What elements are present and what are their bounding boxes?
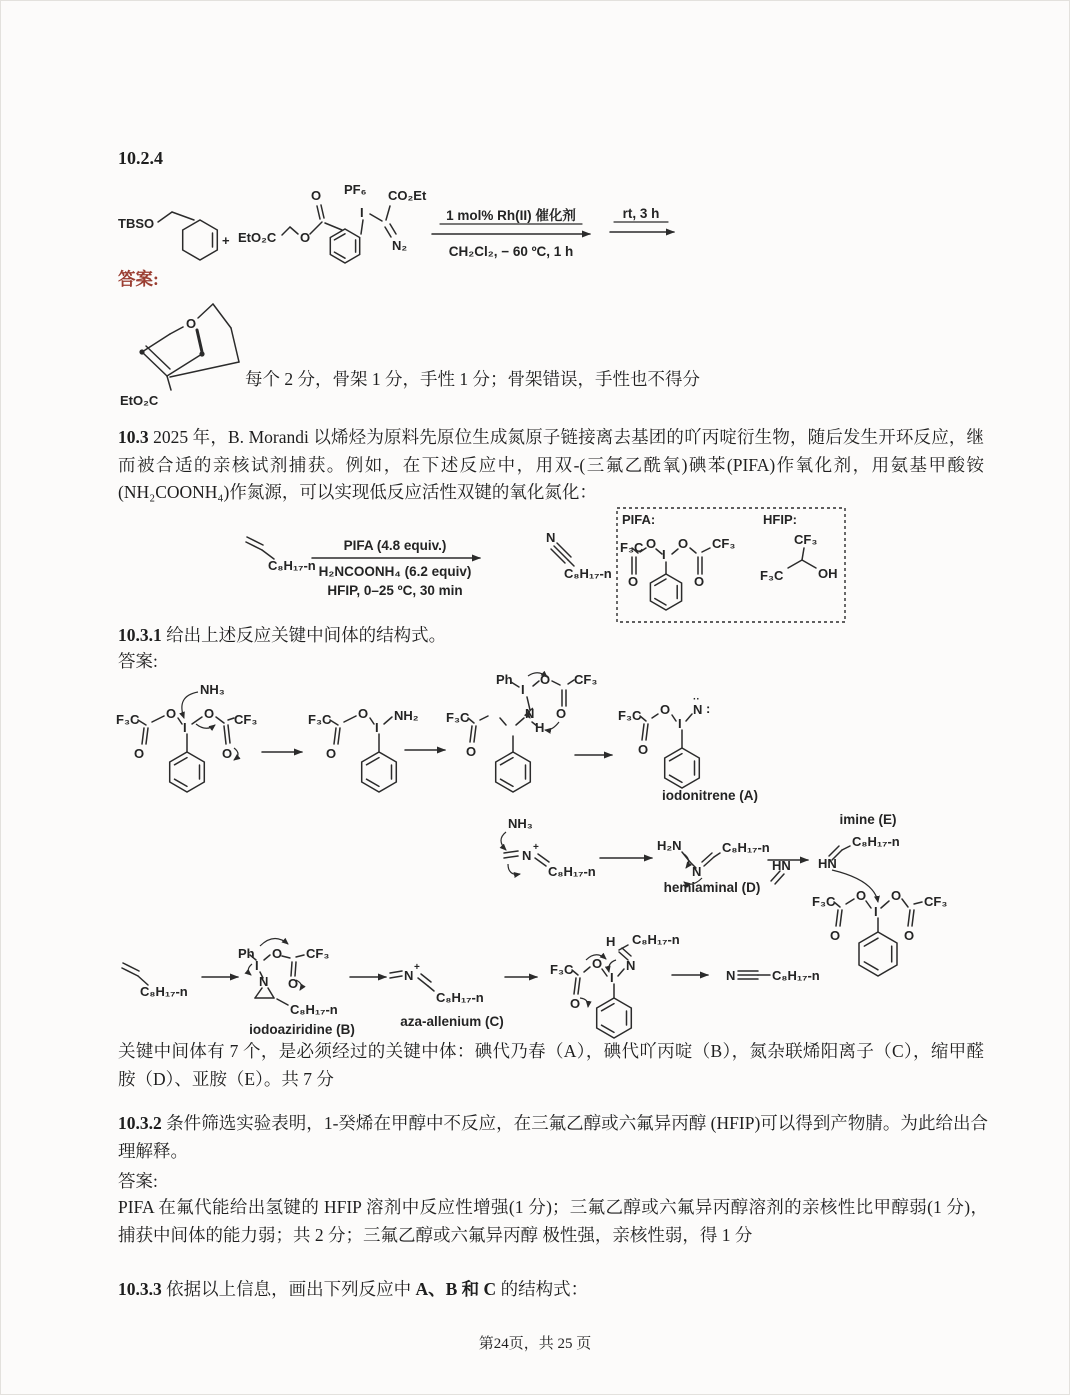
curved-arrow bbox=[196, 724, 215, 728]
atom-label-tbso: TBSO bbox=[118, 216, 155, 231]
question-number: 10.3.3 bbox=[118, 1279, 162, 1299]
stereocenter-dot bbox=[199, 351, 204, 356]
alkene-bonds bbox=[246, 537, 274, 559]
atom-label-o: O bbox=[466, 744, 477, 759]
benzene-ring bbox=[496, 752, 531, 792]
atom-label-o: O bbox=[222, 746, 233, 761]
question-10-3-1 bbox=[118, 622, 984, 650]
atom-label-hn: HN bbox=[772, 858, 791, 873]
curved-arrow bbox=[182, 692, 198, 718]
structure-label-hemiaminal: hemiaminal (D) bbox=[663, 880, 761, 895]
atom-label-o: O bbox=[891, 888, 902, 903]
hfip-legend-label: HFIP: bbox=[763, 512, 797, 527]
structure-label-imine: imine (E) bbox=[839, 812, 897, 827]
hfip-structure-bonds bbox=[788, 548, 816, 568]
cyclohexene-structure-bonds bbox=[158, 212, 217, 260]
atom-label-nh3: NH₃ bbox=[508, 816, 533, 831]
page-footer: 第24页，共 25 页 bbox=[478, 1336, 592, 1352]
atom-label-ph: Ph bbox=[238, 946, 255, 961]
atom-label-f3c: F₃C bbox=[446, 710, 470, 725]
question-text-abc: A、B 和 C bbox=[415, 1279, 497, 1299]
lone-pair-colon: : bbox=[706, 701, 711, 716]
atom-label-f3c: F₃C bbox=[760, 568, 784, 583]
answer-label-10-3-2: 答案: bbox=[118, 1171, 158, 1191]
atom-label-oh: OH bbox=[818, 566, 838, 581]
atom-label-c8h17: C₈H₁₇-n bbox=[548, 864, 596, 879]
atom-label-o: O bbox=[204, 706, 215, 721]
curved-arrow bbox=[832, 870, 878, 902]
atom-label-o: O bbox=[678, 536, 689, 551]
reaction-scheme-10-3 bbox=[228, 502, 860, 634]
curved-arrow bbox=[501, 832, 506, 850]
condition-rt: rt, 3 h bbox=[622, 206, 660, 221]
intermediate-bonds bbox=[330, 716, 392, 752]
atom-label-n: N bbox=[726, 968, 736, 983]
atom-label-o: O bbox=[646, 536, 657, 551]
atom-label-f3c: F₃C bbox=[620, 540, 644, 555]
atom-label-c8h17: C₈H₁₇-n bbox=[722, 840, 770, 855]
condition-hfip: HFIP, 0–25 ºC, 30 min bbox=[327, 583, 463, 598]
structure-label-aza-allenium: aza-allenium (C) bbox=[400, 1014, 504, 1029]
paragraph-number: 10.3 bbox=[118, 427, 149, 447]
atom-label-iodine: I bbox=[183, 720, 187, 735]
atom-label-o: O bbox=[288, 976, 299, 991]
atom-label-n: N bbox=[522, 848, 532, 863]
atom-label-c8h17: C₈H₁₇-n bbox=[436, 990, 484, 1005]
atom-label-c8h17: C₈H₁₇-n bbox=[564, 566, 612, 581]
atom-label-o: O bbox=[570, 996, 581, 1011]
plus-sign: + bbox=[222, 233, 230, 248]
atom-label-o: O bbox=[326, 746, 337, 761]
atom-label-f3c: F₃C bbox=[308, 712, 332, 727]
atom-label-iodine: I bbox=[521, 682, 525, 697]
atom-label-pf6: PF₆ bbox=[344, 182, 367, 197]
pifa-structure-bonds bbox=[632, 548, 710, 574]
structure-label-iodonitrene: iodonitrene (A) bbox=[662, 788, 758, 803]
atom-label-nh3: NH₃ bbox=[200, 682, 225, 697]
atom-label-c8h17: C₈H₁₇-n bbox=[140, 984, 188, 999]
atom-label-n: N bbox=[693, 702, 703, 717]
atom-label-cf3: CF₃ bbox=[712, 536, 736, 551]
ester-chain-bonds bbox=[282, 227, 298, 235]
atom-label-cf3: CF₃ bbox=[234, 712, 258, 727]
atom-label-o: O bbox=[358, 706, 369, 721]
atom-label-o: O bbox=[904, 928, 915, 943]
atom-label-o: O bbox=[556, 706, 567, 721]
atom-label-iodine: I bbox=[610, 970, 614, 985]
atom-label-o: O bbox=[660, 702, 671, 717]
atom-label-c8h17: C₈H₁₇-n bbox=[852, 834, 900, 849]
curved-arrow bbox=[580, 998, 588, 1007]
plus-charge: + bbox=[533, 842, 539, 853]
answer-label-10-2-4: 答案: bbox=[118, 269, 159, 289]
atom-label-o: O bbox=[694, 574, 705, 589]
curved-arrow bbox=[260, 938, 288, 946]
atom-label-c8h17: C₈H₁₇-n bbox=[632, 932, 680, 947]
structure-label-iodoaziridine: iodoaziridine (B) bbox=[249, 1022, 355, 1037]
pifa-benzene-ring bbox=[650, 574, 681, 610]
atom-label-o: O bbox=[272, 946, 283, 961]
atom-label-c8h17: C₈H₁₇-n bbox=[290, 1002, 338, 1017]
benzene-ring bbox=[362, 752, 397, 792]
benzene-ring bbox=[170, 752, 205, 792]
question-10-3-2 bbox=[118, 1110, 988, 1165]
condition-pifa: PIFA (4.8 equiv.) bbox=[343, 538, 447, 553]
benzene-ring bbox=[859, 932, 897, 976]
benzene-ring bbox=[665, 748, 700, 788]
atom-label-iodine: I bbox=[874, 904, 878, 919]
atom-label-o: O bbox=[830, 928, 841, 943]
grading-note-10-2-4: 每个 2 分，骨架 1 分，手性 1 分；骨架错误，手性也不得分 bbox=[245, 369, 700, 389]
benzene-ring bbox=[597, 998, 632, 1038]
question-text-post: 的结构式： bbox=[496, 1279, 589, 1299]
atom-label-nh2: NH₂ bbox=[394, 708, 419, 723]
atom-label-co2et: CO₂Et bbox=[388, 188, 427, 203]
curved-arrow bbox=[248, 964, 252, 975]
condition-bottom: CH₂Cl₂, − 60 ºC, 1 h bbox=[448, 244, 574, 259]
atom-label-o: O bbox=[300, 230, 311, 245]
curved-arrow bbox=[234, 748, 238, 760]
atom-label-cf3: CF₃ bbox=[924, 894, 948, 909]
carbonyl-bonds bbox=[310, 205, 342, 234]
reaction-scheme-10-2-4 bbox=[112, 172, 902, 284]
atom-label-cf3: CF₃ bbox=[794, 532, 818, 547]
atom-label-n: N bbox=[626, 958, 636, 973]
atom-label-cf3: CF₃ bbox=[306, 946, 330, 961]
atom-label-iodine: I bbox=[662, 547, 666, 562]
atom-label-iodine: I bbox=[360, 205, 364, 220]
atom-label-n2: N₂ bbox=[392, 238, 408, 253]
atom-label-ph: Ph bbox=[496, 672, 513, 687]
atom-label-h2n: H₂N bbox=[657, 838, 682, 853]
atom-label-o: O bbox=[134, 746, 145, 761]
nitrile-bonds bbox=[551, 543, 574, 566]
atom-label-cf3: CF₃ bbox=[574, 672, 598, 687]
atom-label-h: H bbox=[535, 720, 545, 735]
atom-label-o: O bbox=[638, 742, 649, 757]
atom-label-n: N bbox=[259, 974, 269, 989]
question-10-3-3 bbox=[118, 1276, 988, 1304]
atom-label-n: N bbox=[525, 706, 535, 721]
key-intermediates-note: 关键中间体有 7 个，是必须经过的关键中体：碘代乃春（A），碘代吖丙啶（B），氮杂联烯阳离子（C），缩甲醛胺（D）、亚胺（E）。共 7 分 bbox=[118, 1041, 984, 1089]
atom-label-n: N bbox=[692, 864, 702, 879]
mechanism-scheme-10-3-1 bbox=[112, 668, 974, 1044]
curved-arrow bbox=[545, 722, 559, 730]
paragraph-text: 2025 年，B. Morandi 以烯烃为原料先原位生成氮原子链接离去基团的吖丙啶衍生物，随后发生开环反应，继而被合适的亲核试剂捕获。例如，在下述反应中，用双-(三氟乙酰氧)碘苯(PIFA)作氧化剂，用氨基甲酸铵(NH₂COONH₄)作氮源，可以实现低反应活性双键的氧化氮化： bbox=[118, 427, 985, 502]
atom-label-iodine: I bbox=[255, 958, 259, 973]
atom-label-o: O bbox=[166, 706, 177, 721]
heading-10-2-4: 10.2.4 bbox=[118, 148, 163, 168]
n-complex-bonds bbox=[572, 945, 631, 998]
atom-label-hn: HN bbox=[818, 856, 837, 871]
atom-label-o: O bbox=[186, 316, 197, 331]
question-text: 给出上述反应关键中间体的结构式。 bbox=[166, 625, 447, 645]
pifa-legend-label: PIFA: bbox=[622, 512, 656, 527]
answer-structure-10-2-4 bbox=[112, 290, 287, 410]
atom-label-eto2c: EtO₂C bbox=[120, 393, 159, 408]
atom-label-c8h17: C₈H₁₇-n bbox=[268, 558, 316, 573]
paragraph-10-3 bbox=[118, 424, 984, 507]
atom-label-o: O bbox=[311, 188, 322, 203]
atom-label-iodine: I bbox=[678, 716, 682, 731]
nitrile-bonds bbox=[738, 971, 770, 979]
atom-label-f3c: F₃C bbox=[550, 962, 574, 977]
atom-label-n: N bbox=[404, 968, 414, 983]
alkene-bonds bbox=[122, 963, 148, 985]
condition-ammonium-carbamate: H₂NCOONH₄ (6.2 equiv) bbox=[318, 564, 472, 579]
atom-label-o: O bbox=[856, 888, 867, 903]
benzene-ring bbox=[330, 229, 359, 263]
question-text-pre: 依据以上信息，画出下列反应中 bbox=[166, 1279, 416, 1299]
atom-label-o: O bbox=[540, 672, 551, 687]
plus-charge: + bbox=[414, 962, 420, 973]
atom-label-c8h17: C₈H₁₇-n bbox=[772, 968, 820, 983]
lone-pair-dots: ·· bbox=[693, 694, 700, 705]
atom-label-o: O bbox=[628, 574, 639, 589]
atom-label-n: N bbox=[546, 530, 556, 545]
answer-text-10-3-2: PIFA 在氟代能给出氢键的 HFIP 溶剂中反应性增强(1 分)；三氟乙醇或六氟异丙醇溶剂的亲核性比甲醇弱(1 分)，捕获中间体的能力弱；共 2 分；三氟乙醇或六氟异丙醇 极性强，亲核性弱，得 1 分 bbox=[118, 1197, 988, 1245]
atom-label-iodine: I bbox=[375, 720, 379, 735]
iodonium-bonds bbox=[361, 206, 396, 237]
stereocenter-dot bbox=[139, 349, 144, 354]
question-text: 条件筛选实验表明，1-癸烯在甲醇中不反应，在三氟乙醇或六氟异丙醇 (HFIP)可以得到产物腈。为此给出合理解释。 bbox=[118, 1113, 989, 1161]
question-number: 10.3.2 bbox=[118, 1113, 162, 1133]
atom-label-eto2c: EtO₂C bbox=[238, 230, 277, 245]
question-number: 10.3.1 bbox=[118, 625, 162, 645]
answer-label-10-3-1: 答案: bbox=[118, 651, 158, 671]
atom-label-f3c: F₃C bbox=[116, 712, 140, 727]
atom-label-h: H bbox=[606, 934, 616, 949]
atom-label-f3c: F₃C bbox=[618, 708, 642, 723]
curved-arrow bbox=[508, 864, 520, 874]
atom-label-f3c: F₃C bbox=[812, 894, 836, 909]
condition-top: 1 mol% Rh(II) 催化剂 bbox=[446, 208, 576, 223]
atom-label-o: O bbox=[592, 956, 603, 971]
